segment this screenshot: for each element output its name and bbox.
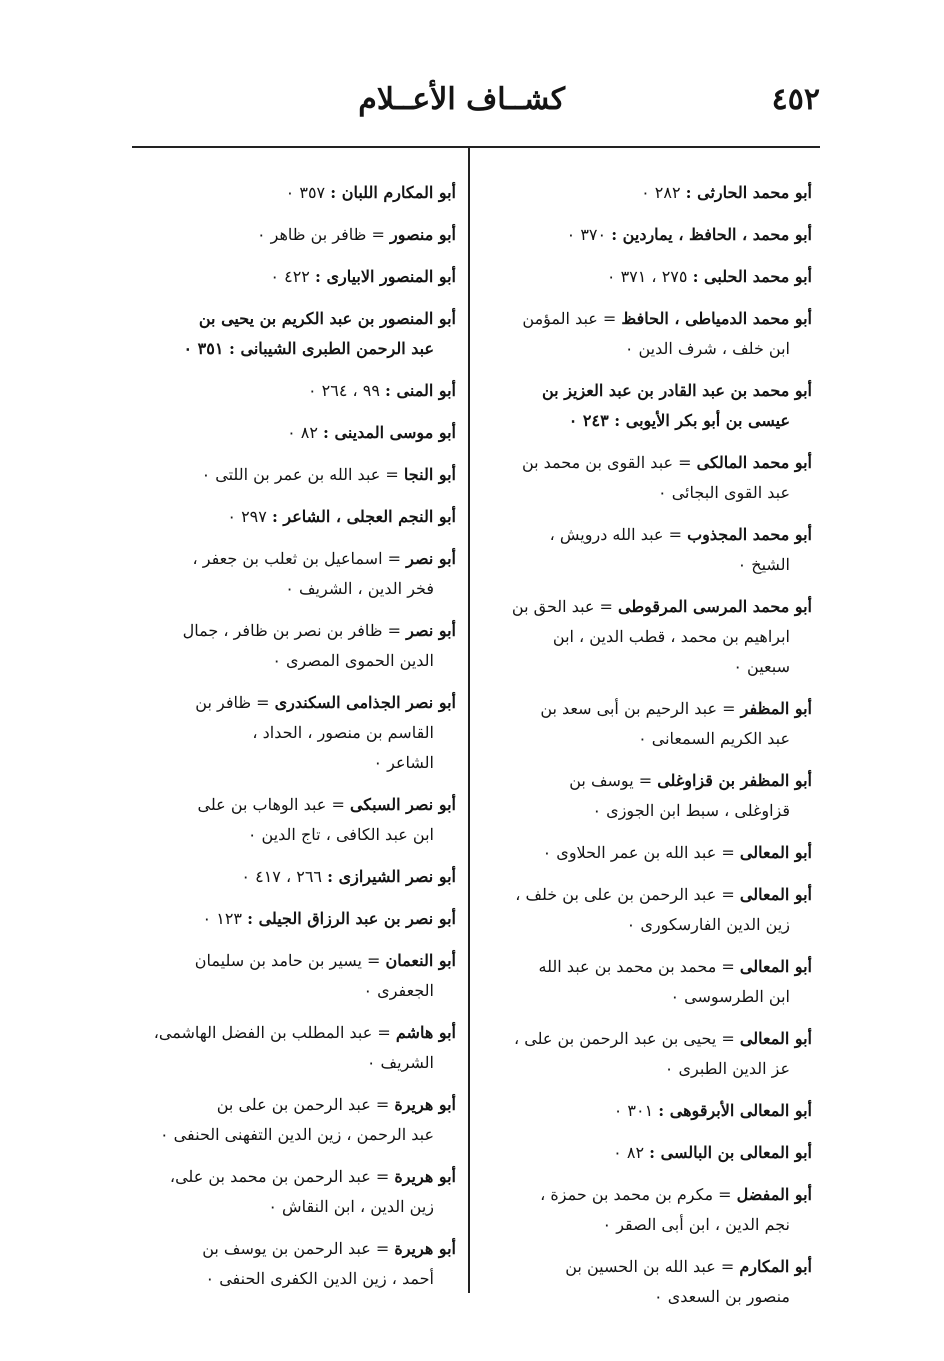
entry-text: = عبد الرحمن بن محمد بن على، xyxy=(169,1167,395,1186)
entry-heading: أبو المنى : xyxy=(385,381,456,400)
index-entry xyxy=(482,1024,812,1084)
entry-line xyxy=(128,1018,456,1048)
header-rule xyxy=(132,146,820,148)
entry-continuation-line: القاسم بن منصور ، الحداد ، xyxy=(252,723,434,742)
entry-text: = ظافر بن xyxy=(195,693,275,712)
entry-line xyxy=(482,952,812,982)
entry-heading: أبو المكارم xyxy=(739,1257,812,1276)
entry-text: ٣٧٠ ٠ xyxy=(566,225,612,244)
entry-continuation-line: زين الدين ، ابن النقاش ٠ xyxy=(268,1197,434,1216)
entry-text: ٣٠١ ٠ xyxy=(613,1101,659,1120)
entry-heading: أبو المعالى xyxy=(739,1029,812,1048)
entry-continuation-line: ابن الطرسوسى ٠ xyxy=(670,987,790,1006)
entry-heading: أبو نصر السبكى xyxy=(349,795,456,814)
entry-heading: أبو المكارم اللبان : xyxy=(330,183,456,202)
entry-heading: أبو النجم العجلى ، الشاعر : xyxy=(271,507,456,526)
entry-line xyxy=(128,178,456,208)
entry-line xyxy=(482,220,812,250)
entry-heading: أبو محمد الحلبى : xyxy=(692,267,812,286)
index-entry xyxy=(128,616,456,676)
entry-text: ١٢٣ ٠ xyxy=(202,909,248,928)
index-entry xyxy=(128,1090,456,1150)
index-entry xyxy=(128,460,456,490)
entry-text: = عبد الرحمن بن يوسف بن xyxy=(202,1239,395,1258)
entry-continuation-line: ابن عبد الكافى ، تاج الدين ٠ xyxy=(247,825,434,844)
entry-text: = يحيى بن عبد الرحمن بن على ، xyxy=(514,1029,740,1048)
entry-continuation-line: نجم الدين ، ابن أبى الصقر ٠ xyxy=(602,1215,790,1234)
entry-line xyxy=(128,460,456,490)
index-entry xyxy=(482,952,812,1012)
entry-heading: أبو المعالى بن البالسى : xyxy=(649,1143,812,1162)
entry-text: ٢٩٧ ٠ xyxy=(227,507,272,526)
entry-continuation-line: الشاعر ٠ xyxy=(373,753,434,772)
entry-text: = عبد الله بن عمر بن اللتى ٠ xyxy=(201,465,404,484)
entry-heading: أبو نصر بن عبد الرزاق الجيلى : xyxy=(247,909,456,928)
page-header xyxy=(130,78,820,132)
entry-continuation-line: منصور بن السعدى ٠ xyxy=(654,1287,790,1306)
entry-continuation-line: الجعفرى ٠ xyxy=(363,981,434,1000)
index-entry xyxy=(482,1180,812,1240)
index-entry xyxy=(482,1138,812,1168)
entry-heading: أبو المظفر بن قزاوغلى xyxy=(657,771,812,790)
entry-text: = عبد الله بن عمر الحلاوى ٠ xyxy=(542,843,740,862)
entry-line xyxy=(128,616,456,646)
entry-continuation-line: عبد القوى البجائى ٠ xyxy=(658,483,790,502)
index-entry xyxy=(482,1096,812,1126)
index-entry xyxy=(128,262,456,292)
entry-heading: أبو المفضل xyxy=(736,1185,812,1204)
index-entry xyxy=(128,688,456,778)
index-entry xyxy=(482,694,812,754)
entry-continuation-line: سبعين ٠ xyxy=(733,657,790,676)
entry-text: = عبد القوى بن محمد بن xyxy=(521,453,697,472)
entry-line xyxy=(128,220,456,250)
entry-heading: أبو هاشم xyxy=(395,1023,456,1042)
entry-text: ٨٢ ٠ xyxy=(287,423,324,442)
entry-text: ٨٢ ٠ xyxy=(613,1143,650,1162)
entry-line xyxy=(482,1252,812,1282)
entry-text: = ظافر بن نصر بن ظافر ، جمال xyxy=(182,621,407,640)
entry-text: = محمد بن محمد بن عبد الله xyxy=(538,957,740,976)
entry-line xyxy=(128,304,456,334)
index-entry xyxy=(482,376,812,436)
index-entry xyxy=(128,1018,456,1078)
index-entry xyxy=(128,862,456,892)
index-entry xyxy=(128,1162,456,1222)
entry-line xyxy=(482,592,812,622)
entry-line xyxy=(482,448,812,478)
index-entry xyxy=(128,1234,456,1294)
entry-line xyxy=(128,544,456,574)
entry-line xyxy=(482,1024,812,1054)
index-entry xyxy=(482,766,812,826)
entry-heading: أبو النعمان xyxy=(385,951,456,970)
entry-text: = ظافر بن ظاهر ٠ xyxy=(256,225,390,244)
entry-heading: أبو محمد المجذوب xyxy=(687,525,812,544)
entry-line xyxy=(128,376,456,406)
index-column-left xyxy=(128,178,456,1306)
entry-line xyxy=(482,694,812,724)
entry-text: ٣٥٧ ٠ xyxy=(285,183,331,202)
entry-continuation-line: قزاوغلى ، سبط ابن الجوزى ٠ xyxy=(592,801,790,820)
entry-heading: أبو منصور xyxy=(390,225,456,244)
entry-line xyxy=(482,178,812,208)
entry-text: = عبد المؤمن xyxy=(522,309,622,328)
entry-text: ٢٧٥ ، ٣٧١ ٠ xyxy=(606,267,693,286)
entry-continuation-line: الشيخ ٠ xyxy=(737,555,790,574)
entry-continuation-line: عبد الرحمن ، زين الدين التفهنى الحنفى ٠ xyxy=(160,1125,434,1144)
entry-continuation-line: ابن خلف ، شرف الدين ٠ xyxy=(624,339,790,358)
entry-line xyxy=(128,262,456,292)
entry-text: = عبد الحق بن xyxy=(511,597,619,616)
entry-line xyxy=(482,520,812,550)
entry-continuation-line: الشريف ٠ xyxy=(366,1053,434,1072)
index-column-right xyxy=(482,178,812,1324)
page-number: ٤٥٢ xyxy=(771,82,820,117)
entry-line xyxy=(128,946,456,976)
index-entry xyxy=(482,838,812,868)
entry-continuation-line: الدين الحموى المصرى ٠ xyxy=(272,651,434,670)
entry-text: = عبد الله درويش ، xyxy=(549,525,688,544)
entry-line xyxy=(482,304,812,334)
entry-text: = يوسف بن xyxy=(569,771,658,790)
entry-line xyxy=(482,880,812,910)
entry-heading: أبو هريرة xyxy=(394,1167,456,1186)
entry-heading: أبو المعالى xyxy=(739,843,812,862)
entry-continuation-line: عز الدين الطبرى ٠ xyxy=(664,1059,790,1078)
entry-line xyxy=(128,688,456,718)
entry-heading: أبو المنصور الابيارى : xyxy=(314,267,456,286)
entry-line xyxy=(482,1180,812,1210)
index-entry xyxy=(482,1252,812,1312)
index-entry xyxy=(128,376,456,406)
index-entry xyxy=(482,178,812,208)
column-divider xyxy=(468,148,470,1293)
entry-line xyxy=(482,766,812,796)
entry-text: ٩٩ ، ٢٦٤ ٠ xyxy=(307,381,386,400)
entry-line xyxy=(482,262,812,292)
entry-continuation-line: عبد الرحمن الطبرى الشيبانى : ٣٥١ ٠ xyxy=(183,339,434,358)
index-entry xyxy=(128,220,456,250)
entry-line xyxy=(128,502,456,532)
index-entry xyxy=(482,592,812,682)
entry-text: = عبد الوهاب بن على xyxy=(197,795,350,814)
entry-continuation-line: ابراهيم بن محمد ، قطب الدين ، ابن xyxy=(552,627,790,646)
index-entry xyxy=(128,946,456,1006)
entry-text: = عبد الله بن الحسين بن xyxy=(565,1257,740,1276)
entry-heading: أبو محمد المالكى xyxy=(696,453,812,472)
entry-line xyxy=(482,1138,812,1168)
entry-heading: أبو نصر الشيرازى : xyxy=(327,867,456,886)
entry-heading: أبو محمد ، الحافظ ، يماردين : xyxy=(611,225,812,244)
entry-heading: أبو المنصور بن عبد الكريم بن يحيى بن xyxy=(198,309,456,328)
index-entry xyxy=(128,502,456,532)
entry-heading: أبو محمد بن عبد القادر بن عبد العزيز بن xyxy=(541,381,812,400)
index-entry xyxy=(128,418,456,448)
entry-heading: أبو محمد الحارثى : xyxy=(685,183,812,202)
entry-heading: أبو نصر xyxy=(406,549,456,568)
index-entry xyxy=(482,520,812,580)
entry-heading: أبو موسى المدينى : xyxy=(323,423,456,442)
entry-line xyxy=(482,838,812,868)
entry-heading: أبو المعالى xyxy=(739,885,812,904)
entry-line xyxy=(128,1234,456,1264)
entry-text: ٢٦٦ ، ٤١٧ ٠ xyxy=(241,867,328,886)
entry-line xyxy=(128,1090,456,1120)
entry-heading: أبو هريرة xyxy=(394,1239,456,1258)
entry-line xyxy=(482,376,812,406)
index-entry xyxy=(482,262,812,292)
entry-line xyxy=(128,418,456,448)
index-entry xyxy=(482,220,812,250)
entry-text: = اسماعيل بن ثعلب بن جعفر ، xyxy=(192,549,407,568)
entry-heading: أبو محمد المرسى المرقوطى xyxy=(618,597,812,616)
entry-heading: أبو المعالى الأبرقوهى : xyxy=(658,1101,812,1120)
entry-text: ٢٨٢ ٠ xyxy=(641,183,686,202)
entry-continuation-line: عبد الكريم السمعانى ٠ xyxy=(638,729,790,748)
entry-text: = عبد الرحمن بن على بن خلف ، xyxy=(515,885,740,904)
entry-line xyxy=(128,862,456,892)
index-entry xyxy=(128,304,456,364)
entry-text: = عبد الرحيم بن أبى سعد بن xyxy=(540,699,741,718)
entry-heading: أبو المعالى xyxy=(739,957,812,976)
entry-heading: أبو المظفر xyxy=(740,699,812,718)
entry-continuation-line: فخر الدين ، الشريف ٠ xyxy=(285,579,434,598)
entry-continuation-line: أحمد ، زين الدين الكفرى الحنفى ٠ xyxy=(205,1269,434,1288)
index-entry xyxy=(128,790,456,850)
entry-text: = مكرم بن محمد بن حمزة ، xyxy=(540,1185,737,1204)
index-entry xyxy=(128,544,456,604)
entry-heading: أبو هريرة xyxy=(394,1095,456,1114)
entry-line xyxy=(128,904,456,934)
entry-heading: أبو نصر xyxy=(406,621,456,640)
entry-text: ٤٢٢ ٠ xyxy=(270,267,315,286)
entry-continuation-line: عيسى بن أبو بكر الأيوبى : ٢٤٣ ٠ xyxy=(568,411,790,430)
entry-continuation-line: زين الدين الفارسكورى ٠ xyxy=(626,915,790,934)
index-entry xyxy=(128,178,456,208)
entry-line xyxy=(128,1162,456,1192)
entry-text: = يسير بن حامد بن سليمان xyxy=(194,951,386,970)
entry-text: = عبد الرحمن بن على بن xyxy=(216,1095,395,1114)
entry-line xyxy=(128,790,456,820)
index-entry xyxy=(128,904,456,934)
index-entry xyxy=(482,448,812,508)
entry-text: = عبد المطلب بن الفضل الهاشمى، xyxy=(153,1023,396,1042)
entry-line xyxy=(482,1096,812,1126)
index-entry xyxy=(482,880,812,940)
running-title: كشــاف الأعــلام xyxy=(358,82,565,117)
entry-heading: أبو نصر الجذامى السكندرى xyxy=(274,693,456,712)
entry-heading: أبو النجا xyxy=(403,465,456,484)
index-entry xyxy=(482,304,812,364)
entry-heading: أبو محمد الدمياطى ، الحافظ xyxy=(621,309,812,328)
